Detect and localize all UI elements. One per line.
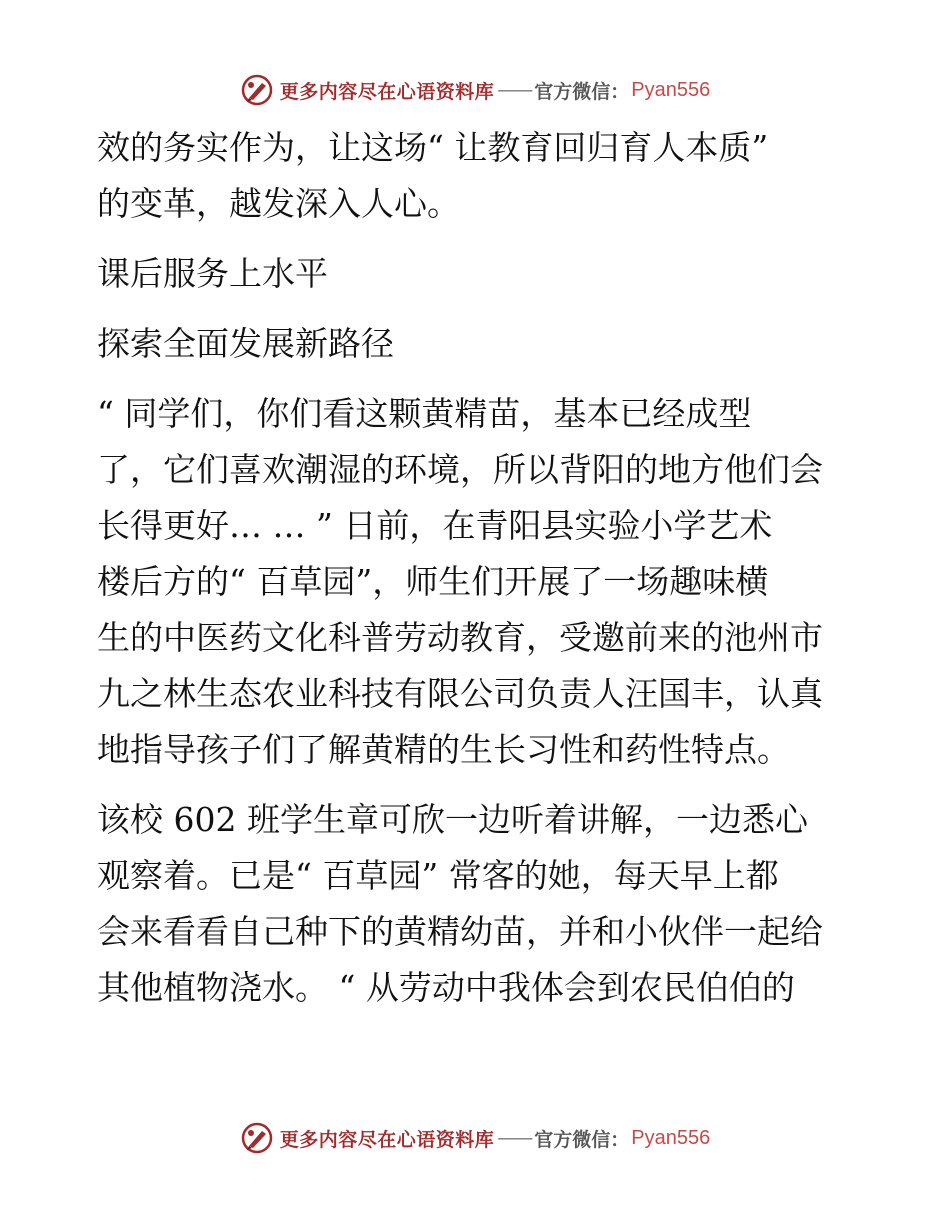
banner-dash: —— <box>497 79 532 101</box>
paragraph-3 <box>97 792 857 1016</box>
text-line: “ 同学们，你们看这颗黄精苗，基本已经成型 <box>97 394 752 433</box>
text-line: 的变革，越发深入人心。 <box>97 184 460 223</box>
text-line: 观察着。已是“ 百草园” 常客的她，每天早上都 <box>97 856 779 895</box>
text-line: 探索全面发展新路径 <box>97 324 394 363</box>
paragraph-2 <box>97 386 857 778</box>
text-line: 楼后方的“ 百草园”，师生们开展了一场趣味横 <box>97 562 769 601</box>
pen-logo-icon <box>240 73 274 107</box>
text-line: 其他植物浇水。 “ 从劳动中我体会到农民伯伯的 <box>97 968 795 1007</box>
banner-wechat-id: Pyan556 <box>631 1126 711 1149</box>
text-line: 生的中医药文化科普劳动教育，受邀前来的池州市 <box>97 618 823 657</box>
text-line: 了，它们喜欢潮湿的环境，所以背阳的地方他们会 <box>97 450 823 489</box>
header-banner <box>0 68 950 112</box>
pen-logo-icon <box>240 1121 274 1155</box>
document-body <box>97 120 857 1016</box>
banner-title: 更多内容尽在心语资料库 <box>279 80 495 103</box>
text-line: 会来看看自己种下的黄精幼苗，并和小伙伴一起给 <box>97 912 823 951</box>
banner-title: 更多内容尽在心语资料库 <box>279 1128 495 1151</box>
section-heading-1 <box>97 246 857 302</box>
text-line: 该校 602 班学生章可欣一边听着讲解，一边悉心 <box>97 800 808 839</box>
text-line: 效的务实作为，让这场“ 让教育回归育人本质” <box>97 128 769 167</box>
paragraph-1 <box>97 120 857 232</box>
banner-wechat-id: Pyan556 <box>631 78 711 101</box>
footer-banner <box>0 1116 950 1160</box>
text-line: 九之林生态农业科技有限公司负责人汪国丰，认真 <box>97 674 823 713</box>
text-line: 长得更好… … ” 日前，在青阳县实验小学艺术 <box>97 506 773 545</box>
banner-official-label: 官方微信： <box>534 80 630 103</box>
section-heading-2 <box>97 316 857 372</box>
banner-official-label: 官方微信： <box>534 1128 630 1151</box>
text-line: 地指导孩子们了解黄精的生长习性和药性特点。 <box>97 730 790 769</box>
banner-dash: —— <box>497 1127 532 1149</box>
text-line: 课后服务上水平 <box>97 254 328 293</box>
